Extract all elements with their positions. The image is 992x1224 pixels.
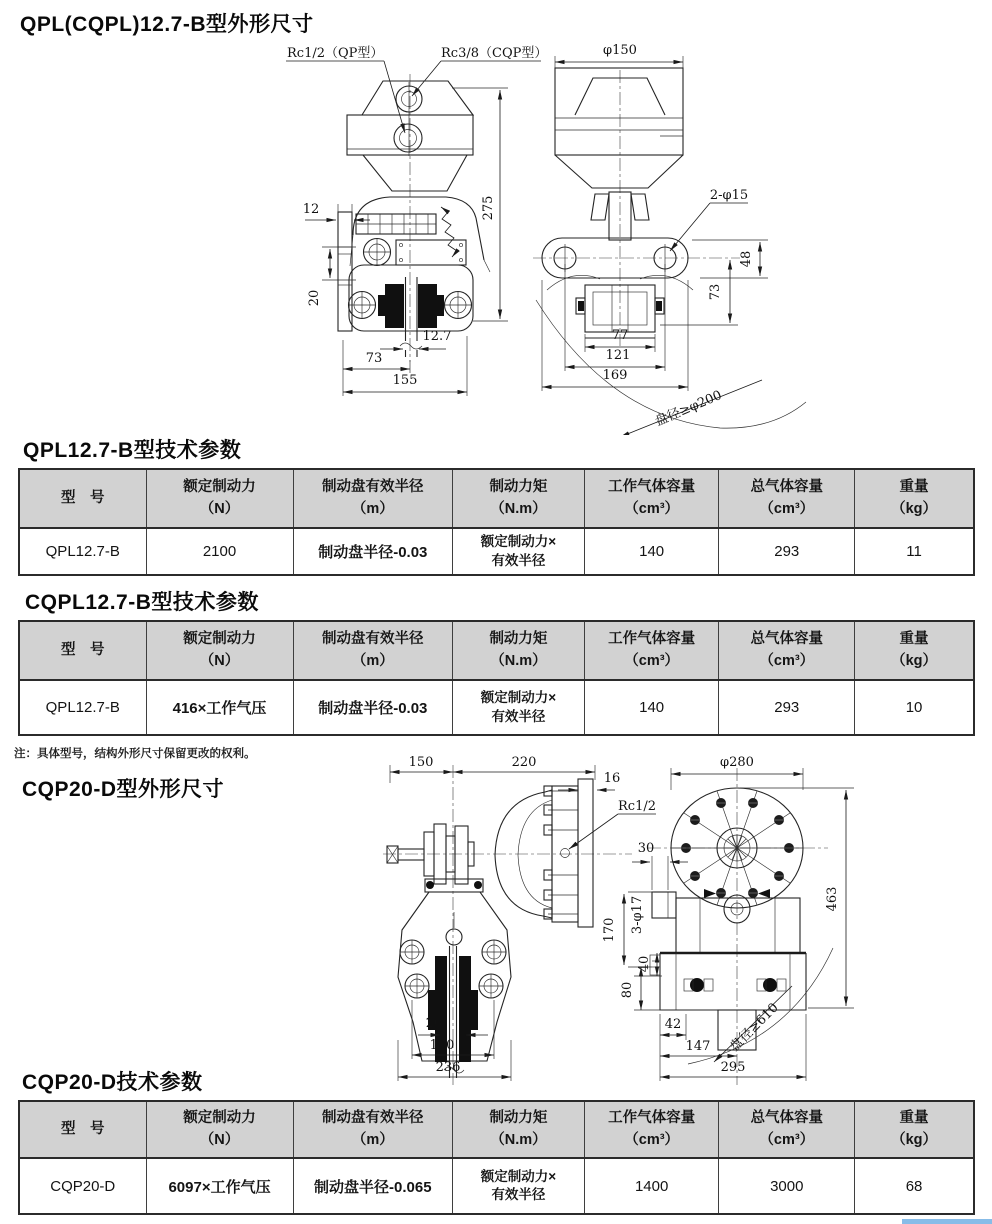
col-working-volume: 工作气体容量 （cm³） bbox=[584, 1101, 719, 1158]
svg-text:121: 121 bbox=[605, 348, 631, 363]
svg-text:169: 169 bbox=[602, 368, 628, 383]
cell-torque: 额定制动力× 有效半径 bbox=[453, 1158, 585, 1214]
col-weight: 重量 （kg） bbox=[855, 621, 974, 680]
cell-model: CQP20-D bbox=[19, 1158, 146, 1214]
cell-totalvol: 293 bbox=[719, 680, 855, 735]
col-rated-force: 额定制动力 （N） bbox=[146, 1101, 293, 1158]
svg-text:220: 220 bbox=[511, 755, 537, 770]
footnote: 注：具体型号，结构外形尺寸保留更改的权利。 bbox=[14, 748, 256, 760]
col-disc-radius: 制动盘有效半径 （m） bbox=[293, 1101, 452, 1158]
col-torque: 制动力矩 （N.m） bbox=[453, 621, 585, 680]
col-model: 型 号 bbox=[19, 469, 146, 528]
section-title-table3: CQP20-D技术参数 bbox=[22, 1071, 203, 1094]
col-model: 型 号 bbox=[19, 621, 146, 680]
cell-force: 416×工作气压 bbox=[146, 680, 293, 735]
section-title-fig2: CQP20-D型外形尺寸 bbox=[22, 778, 225, 801]
svg-text:147: 147 bbox=[685, 1039, 711, 1054]
svg-text:295: 295 bbox=[720, 1060, 746, 1075]
svg-text:80: 80 bbox=[620, 981, 635, 999]
fig1-front-view bbox=[286, 45, 547, 396]
col-total-volume: 总气体容量 （cm³） bbox=[719, 621, 855, 680]
svg-text:73: 73 bbox=[365, 351, 383, 366]
table-header-row bbox=[19, 1101, 974, 1158]
cell-force: 2100 bbox=[146, 528, 293, 575]
svg-text:73: 73 bbox=[708, 283, 723, 301]
table-row bbox=[19, 1158, 974, 1214]
svg-text:20: 20 bbox=[425, 1016, 443, 1031]
col-rated-force: 额定制动力 （N） bbox=[146, 621, 293, 680]
svg-text:150: 150 bbox=[408, 755, 434, 770]
col-model: 型 号 bbox=[19, 1101, 146, 1158]
drawing-qpl127b-outline bbox=[0, 38, 992, 435]
svg-text:φ280: φ280 bbox=[720, 755, 754, 770]
table-row bbox=[19, 528, 974, 575]
svg-text:40: 40 bbox=[637, 955, 652, 973]
cell-force: 6097×工作气压 bbox=[146, 1158, 293, 1214]
table-cqp20d-specs bbox=[18, 1100, 975, 1215]
fig2-front-dimensions bbox=[602, 788, 854, 1081]
disc-diameter-label: 盘径≥φ200 bbox=[653, 388, 725, 430]
cell-model: QPL12.7-B bbox=[19, 680, 146, 735]
table-cqpl127b-specs bbox=[18, 620, 975, 736]
col-disc-radius: 制动盘有效半径 （m） bbox=[293, 621, 452, 680]
col-torque: 制动力矩 （N.m） bbox=[453, 1101, 585, 1158]
cell-totalvol: 293 bbox=[719, 528, 855, 575]
col-working-volume: 工作气体容量 （cm³） bbox=[584, 469, 719, 528]
lower-body bbox=[660, 953, 806, 1010]
disc-diameter-label: 盘径≥610 bbox=[727, 1000, 782, 1055]
port-label: Rc1/2 bbox=[618, 799, 656, 814]
col-weight: 重量 （kg） bbox=[855, 469, 974, 528]
port-label-qp: Rc1/2（QP型） bbox=[287, 46, 384, 61]
svg-text:48: 48 bbox=[739, 250, 754, 268]
table-header-row bbox=[19, 469, 974, 528]
cell-radius: 制动盘半径-0.065 bbox=[293, 1158, 452, 1214]
cell-model: QPL12.7-B bbox=[19, 528, 146, 575]
cell-radius: 制动盘半径-0.03 bbox=[293, 680, 452, 735]
brake-pad-right bbox=[459, 956, 478, 1062]
brake-pad-left bbox=[378, 284, 404, 328]
section-title-table2: CQPL12.7-B型技术参数 bbox=[25, 591, 259, 614]
svg-text:12: 12 bbox=[302, 202, 320, 217]
cell-torque: 额定制动力× 有效半径 bbox=[453, 528, 585, 575]
svg-text:30: 30 bbox=[637, 841, 655, 856]
col-total-volume: 总气体容量 （cm³） bbox=[719, 1101, 855, 1158]
svg-text:20: 20 bbox=[307, 289, 322, 307]
fig1-front-dimensions bbox=[303, 88, 508, 396]
section-title-table1: QPL12.7-B型技术参数 bbox=[23, 439, 242, 462]
page-accent-bar bbox=[902, 1219, 992, 1224]
hole-label: 2-φ15 bbox=[709, 188, 749, 203]
cell-weight: 10 bbox=[855, 680, 974, 735]
brake-pad-right bbox=[418, 284, 444, 328]
col-total-volume: 总气体容量 （cm³） bbox=[719, 469, 855, 528]
col-disc-radius: 制动盘有效半径 （m） bbox=[293, 469, 452, 528]
cell-workvol: 140 bbox=[584, 680, 719, 735]
cell-weight: 68 bbox=[855, 1158, 974, 1214]
cell-torque: 额定制动力× 有效半径 bbox=[453, 680, 585, 735]
svg-text:φ150: φ150 bbox=[603, 43, 637, 58]
cell-weight: 11 bbox=[855, 528, 974, 575]
svg-text:12.7: 12.7 bbox=[422, 329, 452, 344]
svg-text:170: 170 bbox=[602, 917, 617, 943]
cell-radius: 制动盘半径-0.03 bbox=[293, 528, 452, 575]
spring-symbol bbox=[441, 207, 457, 257]
svg-text:463: 463 bbox=[825, 886, 840, 912]
cell-workvol: 1400 bbox=[584, 1158, 719, 1214]
table-row bbox=[19, 680, 974, 735]
cell-totalvol: 3000 bbox=[719, 1158, 855, 1214]
svg-text:275: 275 bbox=[481, 195, 496, 221]
col-torque: 制动力矩 （N.m） bbox=[453, 469, 585, 528]
flange-bolts bbox=[544, 786, 578, 919]
svg-text:3-φ17: 3-φ17 bbox=[630, 895, 645, 935]
fig1-side-view bbox=[533, 43, 806, 435]
svg-text:170: 170 bbox=[429, 1038, 455, 1053]
svg-text:155: 155 bbox=[392, 373, 418, 388]
svg-text:16: 16 bbox=[603, 771, 621, 786]
svg-text:236: 236 bbox=[435, 1060, 461, 1075]
cell-workvol: 140 bbox=[584, 528, 719, 575]
port-label-cqp: Rc3/8（CQP型） bbox=[441, 46, 548, 61]
col-rated-force: 额定制动力 （N） bbox=[146, 469, 293, 528]
section-title-fig1: QPL(CQPL)12.7-B型外形尺寸 bbox=[20, 13, 314, 36]
table-header-row bbox=[19, 621, 974, 680]
col-working-volume: 工作气体容量 （cm³） bbox=[584, 621, 719, 680]
svg-text:77: 77 bbox=[611, 328, 629, 343]
col-weight: 重量 （kg） bbox=[855, 1101, 974, 1158]
svg-text:42: 42 bbox=[664, 1017, 682, 1032]
table-qpl127b-specs bbox=[18, 468, 975, 576]
fig2-side-dimensions bbox=[398, 1000, 511, 1081]
